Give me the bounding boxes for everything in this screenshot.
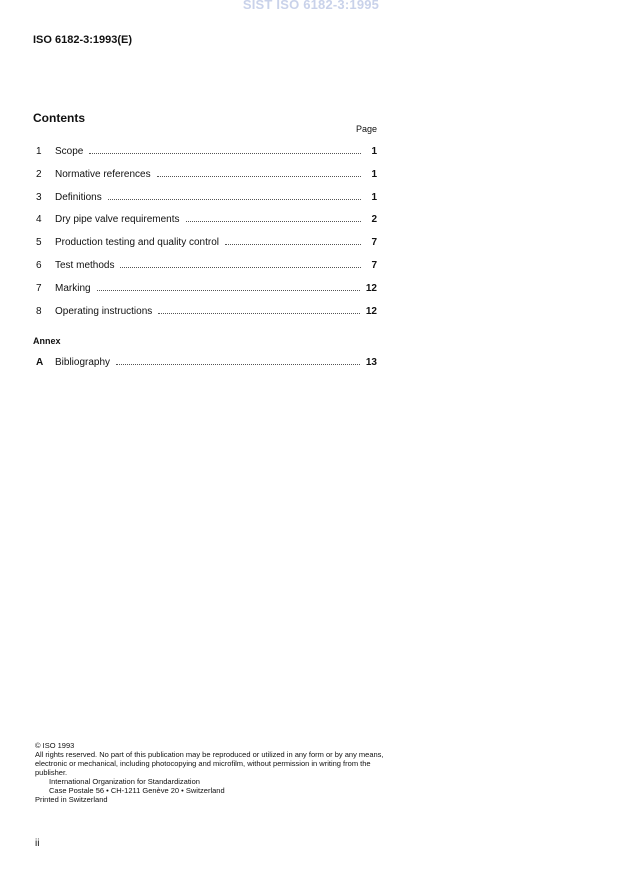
toc-dot-leader (97, 289, 360, 291)
watermark: SIST ISO 6182-3:1995 (242, 0, 380, 12)
toc-dot-leader (89, 152, 361, 154)
toc-dot-leader (120, 266, 361, 268)
page-number: ii (35, 838, 40, 849)
toc-entry[interactable] (36, 260, 377, 274)
toc-entry-title: Production testing and quality control (55, 237, 219, 248)
toc-entry[interactable] (36, 306, 377, 320)
toc-entry[interactable] (36, 146, 377, 160)
toc-entry-page: 1 (371, 146, 377, 157)
toc-entry-number: 1 (36, 146, 42, 157)
toc-entry-page: 7 (371, 260, 377, 271)
copyright-line: © ISO 1993 (35, 741, 75, 750)
toc-entry-page: 12 (365, 283, 377, 294)
toc-entry-number: 7 (36, 283, 42, 294)
toc-entry-title: Normative references (55, 169, 151, 180)
toc-entry-number: 8 (36, 306, 42, 317)
rights-statement: All rights reserved. No part of this publication may be reproduced or utilized in any form or by any means, electronic or mechanical, including photocopying and microfilm, without permission in writing from the publisher. (35, 750, 384, 777)
toc-annex-entry[interactable] (36, 357, 377, 371)
toc-entry-number: 6 (36, 260, 42, 271)
toc-entry-number: 5 (36, 237, 42, 248)
toc-dot-leader (225, 243, 361, 245)
publisher-name: International Organization for Standardization (49, 777, 200, 786)
toc-dot-leader (116, 363, 360, 365)
toc-entry-title: Operating instructions (55, 306, 153, 317)
toc-entry-title: Marking (55, 283, 91, 294)
toc-entry-number: 2 (36, 169, 42, 180)
toc-entry-number: A (36, 357, 44, 368)
toc-dot-leader (186, 220, 362, 222)
toc-entry[interactable] (36, 169, 377, 183)
toc-entry-title: Bibliography (55, 357, 111, 368)
toc-entry-page: 12 (365, 306, 377, 317)
toc-entry[interactable] (36, 192, 377, 206)
annex-heading: Annex (33, 336, 61, 346)
publisher-address: Case Postale 56 • CH-1211 Genève 20 • Switzerland (49, 786, 225, 795)
toc-entry-page: 1 (371, 169, 377, 180)
toc-entry[interactable] (36, 237, 377, 251)
page-column-label: Page (355, 124, 377, 134)
toc-dot-leader (108, 198, 361, 200)
document-id: ISO 6182-3:1993(E) (33, 34, 133, 46)
printed-in: Printed in Switzerland (35, 795, 108, 804)
copyright-notice (35, 741, 385, 804)
contents-heading: Contents (33, 111, 85, 125)
toc-entry-title: Dry pipe valve requirements (55, 214, 180, 225)
toc-entry-page: 1 (371, 192, 377, 203)
toc-entry-page: 13 (365, 357, 377, 368)
toc-entry-number: 3 (36, 192, 42, 203)
toc-entry-number: 4 (36, 214, 42, 225)
toc-dot-leader (157, 175, 361, 177)
toc-entry[interactable] (36, 214, 377, 228)
toc-entry-title: Test methods (55, 260, 115, 271)
toc-entry-title: Definitions (55, 192, 102, 203)
toc-entry-page: 2 (371, 214, 377, 225)
toc-entry[interactable] (36, 283, 377, 297)
toc-entry-title: Scope (55, 146, 84, 157)
toc-entry-page: 7 (371, 237, 377, 248)
toc-dot-leader (158, 312, 360, 314)
